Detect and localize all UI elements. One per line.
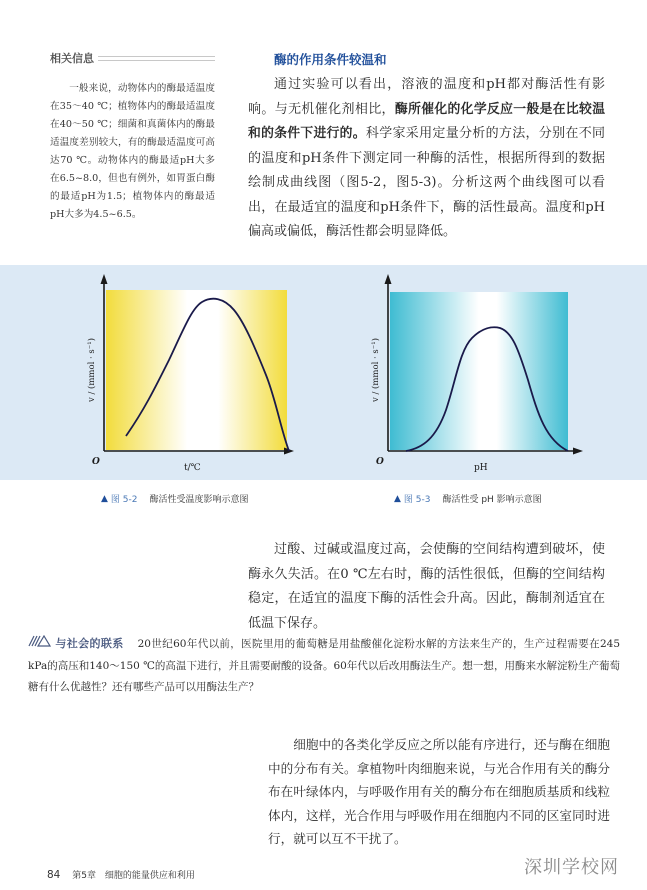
paragraph-1-lead: 通过实验可以看出，溶液的温度和pH都对酶活性有影响。与无机催化剂相比， [248,77,605,117]
origin-label: O [92,457,100,467]
y-axis-label: v / (mmol · s⁻¹) [87,337,97,403]
society-link-icon [28,633,52,655]
figure-5-3-caption [394,492,542,505]
chapter-number: 第5章 [72,871,96,881]
origin-label: O [376,457,384,467]
related-info-title: 相关信息 [50,52,94,65]
y-axis-label: v / (mmol · s⁻¹) [371,337,381,403]
watermark: 深圳学校网 [524,857,619,878]
page-number: 84 [47,869,61,881]
x-axis-label: pH [474,463,488,473]
figure-5-2-temperature-chart [84,270,294,475]
paragraph-2: 过酸、过碱或温度过高，会使酶的空间结构遭到破坏，使酶永久失活。在0 ℃左右时，酶的活性很低，但酶的空间结构稳定，在适宜的温度下酶的活性会升高。因此，酶制剂适宜在低温下保存。 [248,542,605,631]
paragraph-1-emphasis: 酶所催化的化学反应一般是在比较温和的条件下进行的。 [248,101,605,141]
figure-5-3-ph-chart [368,270,588,475]
paragraph-1 [248,73,605,245]
figure-caption-text: 酶活性受温度影响示意图 [149,495,249,505]
related-info-text: 一般来说，动物体内的酶最适温度在35～40 ℃；植物体内的酶最适温度在40～50 ℃；细菌和真菌体内的酶最适温度差别较大，有的酶最适温度可高达70 ℃。动物体内的酶最适pH大多在6.5~8.0，但也有例外，如胃蛋白酶的最适pH为1.5；植物体内的酶最适pH大多为4.5~6.5。 [50,83,215,220]
society-text: 20世纪60年代以前，医院里用的葡萄糖是用盐酸催化淀粉水解的方法来生产的，生产过程需要在245 kPa的高压和140～150 ℃的高温下进行，并且需要耐酸的设备。60年代以后改用酶法生产。想一想，用酶来水解淀粉生产葡萄糖有什么优越性？还有哪些产品可以用酶法生产？ [28,638,621,693]
triangle-marker-icon: ▲ [101,493,108,504]
paragraph-1-rest: 科学家采用定量分析的方法，分别在不同的温度和pH条件下测定同一种酶的活性，根据所得到的数据绘制成曲线图（图5-2，图5-3)。分析这两个曲线图可以看出，在最适宜的温度和pH条件下，酶的活性最高。温度和pH偏高或偏低，酶活性都会明显降低。 [248,126,605,239]
related-info-sidebar [50,50,215,224]
triangle-marker-icon: ▲ [394,493,401,504]
section-title: 酶的作用条件较温和 [274,52,387,67]
page-footer [47,868,195,881]
x-axis-label: t/℃ [184,463,201,473]
paragraph-3: 细胞中的各类化学反应之所以能有序进行，还与酶在细胞中的分布有关。拿植物叶肉细胞来说，与光合作用有关的酶分布在叶绿体内，与呼吸作用有关的酶分布在细胞质基质和线粒体内，这样，光合作用与呼吸作用在细胞内不同的区室同时进行，就可以互不干扰了。 [268,737,610,846]
society-tag-label: 与社会的联系 [55,637,124,650]
figure-number: 图 5-2 [110,495,138,505]
figure-5-2-caption [101,492,249,505]
double-rule-divider [98,56,215,61]
related-info-header [50,50,215,66]
figure-number: 图 5-3 [403,495,431,505]
chapter-title: 细胞的能量供应和利用 [104,871,195,881]
society-connection [28,633,620,699]
society-tag [28,637,124,650]
figure-caption-text: 酶活性受 pH 影响示意图 [442,495,542,505]
